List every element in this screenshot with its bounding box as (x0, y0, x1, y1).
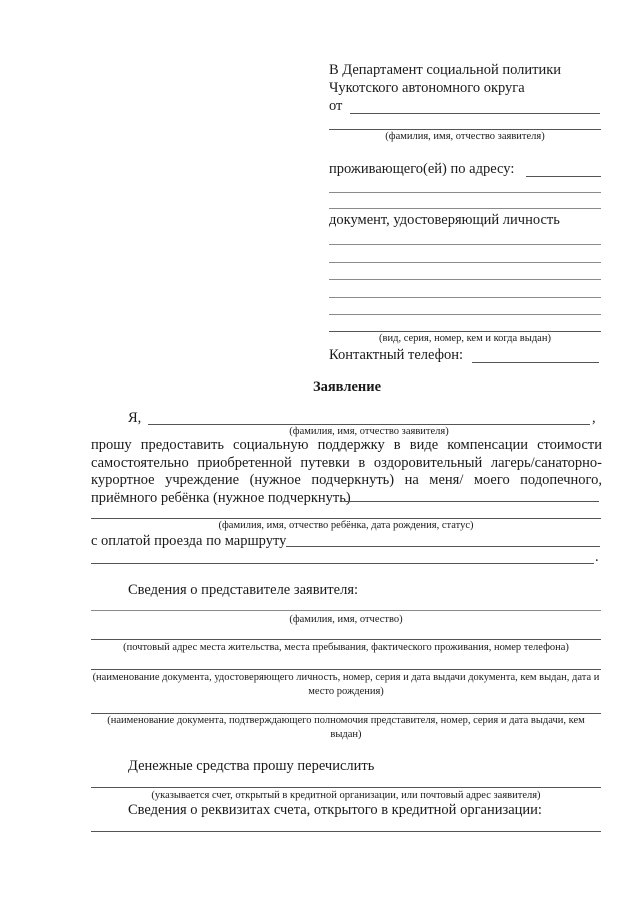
identity-line-5[interactable] (329, 314, 601, 315)
rep-id-caption: (наименование документа, удостоверяющего личность, номер, серия и дата выдачи документа, кем выдан, дата и место рождения) (92, 672, 600, 697)
account-label: Сведения о реквизитах счета, открытого в кредитной организации: (128, 802, 542, 818)
route-fill-line[interactable] (286, 546, 600, 547)
i-label: Я, (128, 410, 142, 426)
rep-name-caption: (фамилия, имя, отчество) (289, 614, 403, 625)
request-text: прошу предоставить социальную поддержку в виде компенсации стоимости самостоятельно приобретенной путевки в оздоровительный лагерь/санаторно-курортное учреждение (нужное подчеркнуть) на меня/ моего подопечного, приёмного ребёнка (нужное подчеркнуть) (91, 437, 602, 506)
rep-address-line[interactable] (91, 639, 601, 640)
applicant-caption: (фамилия, имя, отчество заявителя) (289, 426, 449, 437)
rep-address-caption: (почтовый адрес места жительства, места пребывания, фактического проживания, номер телефона) (123, 642, 569, 653)
identity-line-1[interactable] (329, 244, 601, 245)
phone-label: Контактный телефон: (329, 347, 464, 363)
child-caption: (фамилия, имя, отчество ребёнка, дата рождения, статус) (218, 520, 474, 531)
from-label: от (329, 98, 343, 114)
payment-heading: Денежные средства прошу перечислить (128, 758, 375, 774)
route-period: . (595, 549, 599, 565)
rep-id-line[interactable] (91, 669, 601, 670)
identity-doc-caption: (вид, серия, номер, кем и когда выдан) (379, 333, 551, 344)
residence-line-2[interactable] (329, 192, 601, 193)
applicant-name-caption: (фамилия, имя, отчество заявителя) (385, 131, 545, 142)
addressee-line-2: Чукотского автономного округа (329, 80, 525, 96)
rep-name-line[interactable] (91, 610, 601, 611)
route-line-2[interactable] (91, 563, 594, 564)
document-title: Заявление (312, 379, 382, 395)
identity-line-3[interactable] (329, 279, 601, 280)
identity-line-4[interactable] (329, 297, 601, 298)
identity-line-2[interactable] (329, 262, 601, 263)
addressee-line-1: В Департамент социальной политики (329, 62, 562, 78)
identity-doc-label: документ, удостоверяющий личность (329, 212, 560, 228)
rep-authority-caption: (наименование документа, подтверждающего полномочия представителя, номер, серия и дата выдачи, кем выдан) (107, 715, 585, 740)
route-label: с оплатой проезда по маршруту (91, 533, 287, 549)
residence-line-3[interactable] (329, 208, 601, 209)
request-paragraph (91, 437, 602, 507)
phone-fill-line[interactable] (472, 362, 599, 363)
request-fill-line[interactable] (345, 501, 599, 502)
representative-heading: Сведения о представителе заявителя: (128, 582, 359, 598)
applicant-comma: , (592, 410, 596, 426)
account-line[interactable] (91, 831, 601, 832)
payment-caption: (указывается счет, открытый в кредитной организации, или почтовый адрес заявителя) (151, 790, 541, 801)
payment-line[interactable] (91, 787, 601, 788)
from-fill-line[interactable] (350, 113, 600, 114)
residence-fill-line[interactable] (526, 176, 601, 177)
residence-label: проживающего(ей) по адресу: (329, 161, 515, 177)
